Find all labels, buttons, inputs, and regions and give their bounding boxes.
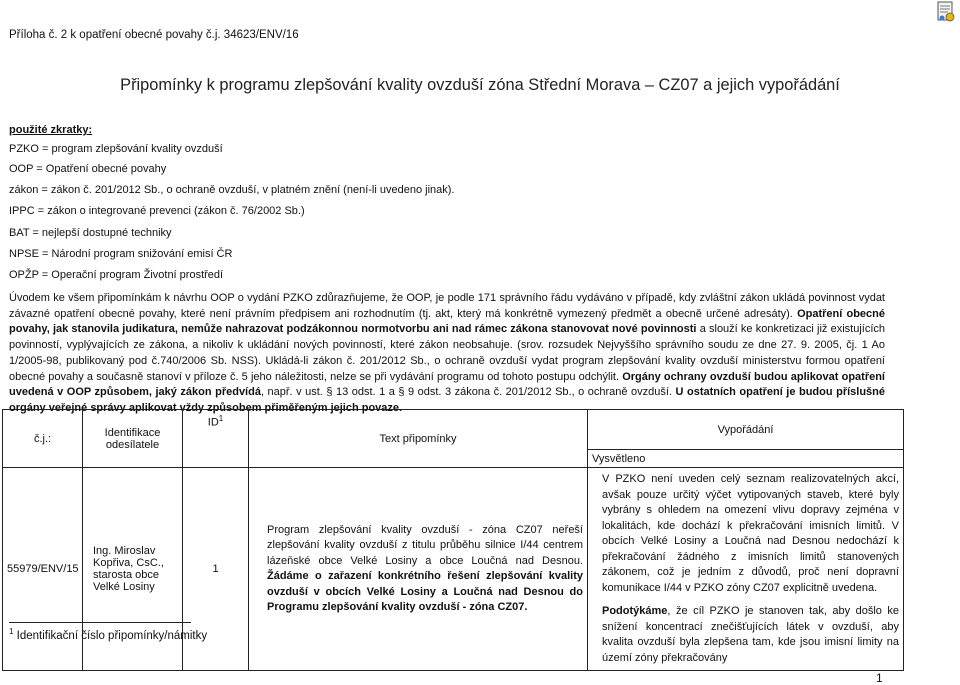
footnote-divider [9,622,191,623]
intro-text: Úvodem ke všem připomínkám k návrhu OOP o vydání PZKO zdůrazňujeme, že OOP, je podle 171 správního řádu vydáváno v případě, kdy zvláštní zákon ukládá povinnost vydat závazné opatření obecné povahy, které není právním předpisem ani rozhodnutím (tj. akt, který má konkrétně vymezený předmět a obecně určené adresáty). [9,292,885,320]
header-id [183,410,249,468]
abbreviation-item: PZKO = program zlepšování kvality ovzduší [9,143,223,155]
abbreviation-item: OOP = Opatření obecné povahy [9,163,167,175]
row-sender: Ing. Miroslav Kopřiva, CsC., starosta obce Velké Losiny [83,468,183,671]
intro-text: a slouží ke konkretizaci již existujících povinností, vyplývajících ze zákona, a nikoliv k ukládání nových povinností, které zákon neobsahuje. (srov. rozsudek Nejvyššího správního soudu ze dne 27. 9. 2005, čj. 1 Ao 1/2005-98, publikovaný pod č.740/2006 Sb. NSS). Ukládá-li zákon č. 201/2012 Sb., o ochraně ovzduší vydat program zlepšování kvality ovzduší ministerstvu formou opatření obecné povahy a současně stanoví v příloze č. 5 jeho náležitosti, nelze se při vydávání programu od tohoto postupu odchýlit. [9,323,885,383]
header-resolution: Vypořádání [588,410,904,450]
resolution-emphasis: Podotýkáme [602,605,668,617]
abbreviations-heading: použité zkratky: [9,124,93,136]
comment-text: Program zlepšování kvality ovzduší - zóna CZ07 neřeší zlepšování kvality ovzduší z titulu průběhu silnice I/44 centrem lázeňské obce Velké Losiny a obce Loučná nad Desnou. [267,523,583,567]
footnote-text: Identifikační číslo připomínky/námitky [16,629,208,642]
intro-emphasis: U ostatních opatření je budou příslušné orgány veřejné správy aplikovat vždy způsobem přiměřeným jejich povaze. [9,386,885,414]
row-id: 1 [183,468,249,671]
row-comment [249,468,588,671]
footnote-ref: 1 [218,414,224,423]
footnote [9,627,207,642]
abbreviation-item: BAT = nejlepší dostupné techniky [9,227,172,239]
subheader-explained: Vysvětleno [588,450,904,468]
resolution-paragraph: V PZKO není uveden celý seznam realizovatelných akcí, avšak pouze určitý výčet vytipovaných staveb, které byly vybrány s ohledem na omezení vlivu dopravy zejména v lokalitách, kde dochází k překračování imisních limitů. V obcích Velké Losiny a Loučná nad Desnou nedochází k překračování žádného z imisních limitů stanovených zákonem, což je jedním z důvodů, proč není dopravní komunikace I/44 v PZKO zóny CZ07 explicitně uvedena. [602,473,899,594]
intro-text: , např. v ust. § 13 odst. 1 a § 9 odst. 3 zákona č. 201/2012 Sb., o ochraně ovzduší. [260,386,676,399]
abbreviation-item: OPŽP = Operační program Životní prostředí [9,269,224,281]
document-reference: Příloha č. 2 k opatření obecné povahy č.j. 34623/ENV/16 [9,29,299,41]
document-icon [936,1,956,23]
header-cj: č.j.: [3,410,83,468]
resolution-text: , že cíl PZKO je stanoven tak, aby došlo ke snížení koncentrací znečišťujících látek v ovzduší, aby kvalita ovzduší byla zlepšena tam, kde jsou imisní limity na území zóny překračovány [602,605,899,664]
header-text: Text připomínky [249,410,588,468]
intro-paragraph [9,291,885,417]
comment-request: Žádáme o zařazení konkrétního řešení zlepšování kvality ovzduší v obcích Velké Losiny a Loučná nad Desnou do Programu zlepšování kvality ovzduší - zóna CZ07. [267,570,583,613]
row-resolution [588,468,904,671]
row-cj: 55979/ENV/15 [3,468,83,671]
page-number: 1 [876,671,883,685]
abbreviation-item: NPSE = Národní program snižování emisí ČR [9,248,233,260]
intro-emphasis: Opatření obecné povahy, jak stanovila judikatura, nemůže nahrazovat podzákonnou normotvorbu ani nad rámec zákona stanovovat nové povinnosti [9,307,886,336]
abbreviation-item: IPPC = zákon o integrované prevenci (zákon č. 76/2002 Sb.) [9,205,305,217]
footnote-marker: 1 [9,627,14,636]
abbreviation-item: zákon = zákon č. 201/2012 Sb., o ochraně ovzduší, v platném znění (není-li uvedeno jinak). [9,184,455,196]
page-title: Připomínky k programu zlepšování kvality ovzduší zóna Střední Morava – CZ07 a jejich vypořádání [120,76,840,94]
table-header-row [3,410,904,450]
header-sender: Identifikace odesílatele [83,410,183,468]
header-id-label: ID [207,416,219,429]
intro-emphasis: Orgány ochrany ovzduší budou aplikovat opatření uvedená v OOP způsobem, jaký zákon předvídá [9,370,885,399]
resolution-paragraph [602,604,899,666]
